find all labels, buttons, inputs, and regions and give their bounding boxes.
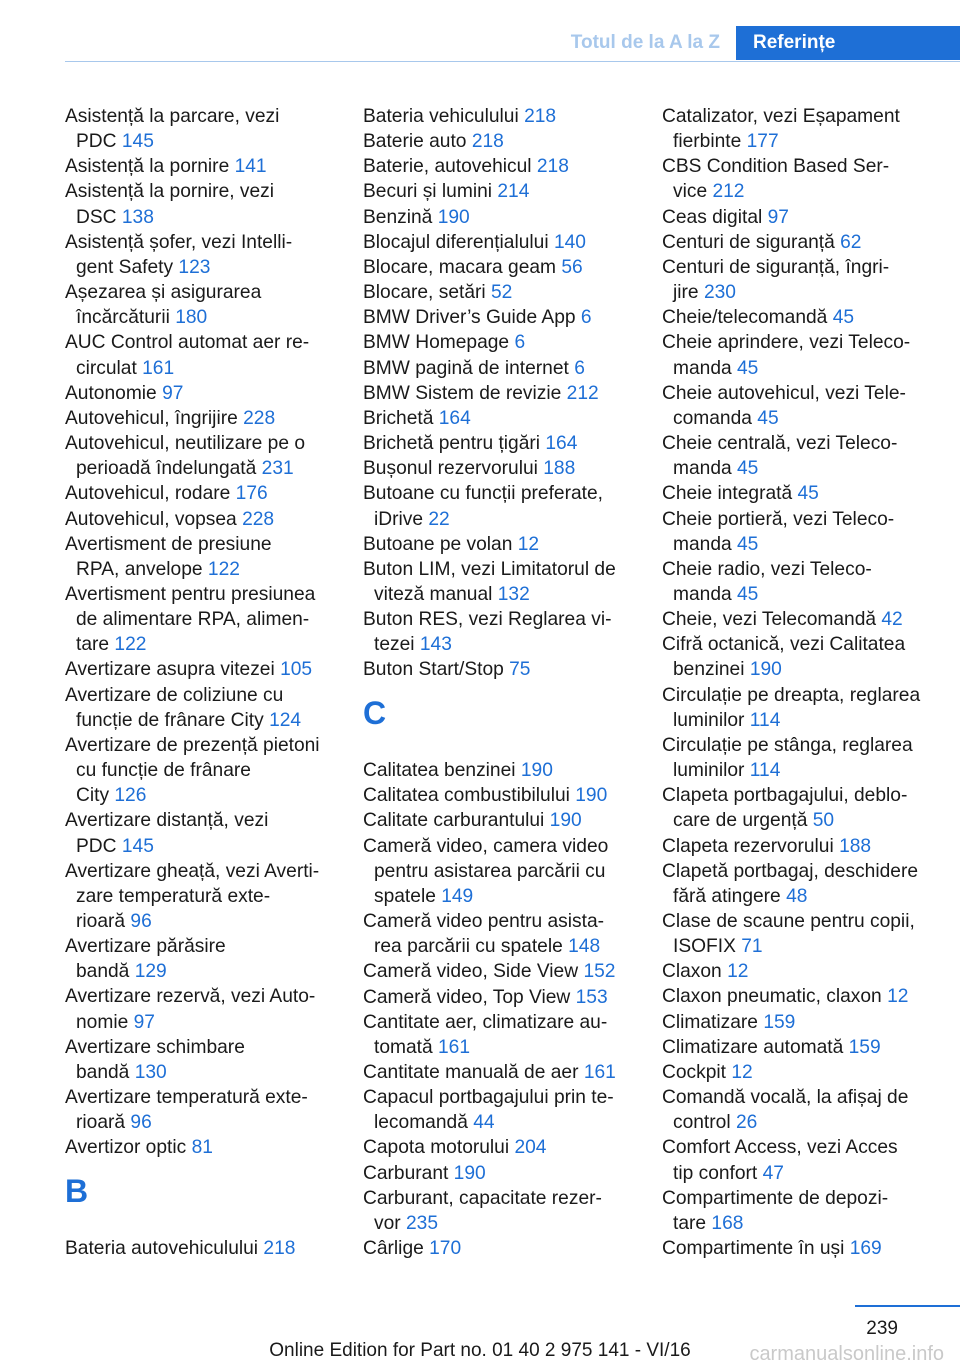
index-page-link[interactable]: 177 [746, 131, 779, 153]
index-entry [65, 934, 337, 984]
index-page-link[interactable]: 12 [727, 961, 749, 983]
index-entry [363, 607, 635, 657]
index-page-link[interactable]: 159 [763, 1011, 796, 1033]
index-entry [662, 834, 934, 859]
index-term: BMW Driver’s Guide App [363, 307, 576, 329]
index-page-link[interactable]: 152 [583, 961, 616, 983]
index-entry [363, 1085, 635, 1135]
index-entry [363, 456, 635, 481]
index-entry [363, 557, 635, 607]
index-page-link[interactable]: 6 [574, 357, 585, 379]
index-term: Avertizare schimbare bandă [65, 1036, 245, 1083]
index-entry [363, 129, 635, 154]
index-term: Autonomie [65, 382, 157, 404]
index-term: Cârlige [363, 1238, 424, 1260]
index-entry [662, 507, 934, 557]
index-page-link[interactable]: 190 [575, 785, 608, 807]
index-term: Ceas digital [662, 206, 763, 228]
header-divider [65, 61, 960, 62]
index-page-link[interactable]: 168 [711, 1212, 744, 1234]
index-term: Circulație pe dreapta, reglarea luminilor [662, 684, 921, 731]
index-page-link[interactable]: 161 [583, 1061, 616, 1083]
index-page-link[interactable]: 56 [561, 256, 583, 278]
index-entry [363, 406, 635, 431]
index-letter-heading: B [65, 1172, 89, 1209]
index-entry [65, 154, 337, 179]
index-term: Bateria vehiculului [363, 106, 519, 127]
index-entry [65, 733, 337, 808]
index-term: Avertizor optic [65, 1137, 187, 1159]
index-page-link[interactable]: 214 [497, 181, 530, 203]
index-page-link[interactable]: 129 [134, 961, 167, 983]
index-term: Carburant [363, 1162, 449, 1184]
index-term: Butoane pe volan [363, 533, 513, 555]
index-page-link[interactable]: 12 [887, 986, 909, 1008]
index-page-link[interactable]: 6 [514, 332, 526, 354]
index-page-link[interactable]: 218 [524, 106, 557, 127]
index-entry [363, 808, 635, 833]
index-page-link[interactable]: 149 [441, 885, 474, 907]
index-entry [662, 859, 934, 909]
index-page-link[interactable]: 190 [437, 206, 470, 228]
index-page-link[interactable]: 45 [757, 407, 779, 429]
index-page-link[interactable]: 124 [269, 709, 302, 731]
index-term: Avertizare rezervă, vezi Auto‐ nomie [65, 986, 316, 1033]
index-term: Baterie auto [363, 131, 467, 153]
index-entry [662, 783, 934, 833]
index-entry [65, 481, 337, 506]
index-term: AUC Control automat aer re‐ circulat [65, 332, 310, 379]
index-entry [662, 733, 934, 783]
index-page-link[interactable]: 75 [509, 659, 531, 681]
index-term: Clapeta portbagajului, deblo‐ care de urgență [662, 785, 908, 832]
index-entry [363, 1060, 635, 1085]
index-page-link[interactable]: 230 [703, 282, 736, 304]
index-page-link[interactable]: 164 [438, 407, 471, 429]
index-term: Avertizare asupra vitezei [65, 659, 275, 681]
index-term: Cameră video, Side View [363, 961, 579, 983]
index-page-link[interactable]: 218 [536, 156, 569, 178]
index-term: Cheie/telecomandă [662, 307, 828, 329]
index-term: Benzină [363, 206, 433, 228]
index-term: BMW Homepage [363, 332, 510, 354]
index-entry [65, 280, 337, 330]
index-entry [662, 481, 934, 506]
index-entry [65, 859, 337, 934]
index-term: Avertizare de coliziune cu funcție de frânare City [65, 684, 284, 731]
index-page-link[interactable]: 190 [520, 760, 553, 782]
index-page-link[interactable]: 123 [178, 256, 211, 278]
index-term: CBS Condition Based Ser‐ vice [662, 156, 890, 203]
index-term: Cheie integrată [662, 483, 793, 505]
index-entry [363, 230, 635, 255]
index-term: Cheie centrală, vezi Teleco‐ manda [662, 433, 898, 480]
index-page-link[interactable]: 190 [549, 810, 582, 832]
index-entry [65, 179, 337, 229]
index-term: Autovehicul, neutilizare pe o perioadă îndelungată [65, 433, 305, 480]
index-term: Clase de scaune pentru copii, ISOFIX [662, 911, 915, 958]
index-entry [363, 1236, 635, 1261]
index-page-link[interactable]: 212 [566, 382, 599, 404]
index-entry [662, 984, 934, 1009]
index-entry [363, 1161, 635, 1186]
index-entry [363, 758, 635, 783]
index-entry [363, 985, 635, 1010]
index-page-link[interactable]: 45 [737, 583, 759, 605]
index-page-link[interactable]: 45 [797, 483, 819, 505]
index-entry [662, 230, 934, 255]
index-entry [363, 255, 635, 280]
index-page-link[interactable]: 45 [737, 357, 759, 379]
index-term: Cheie portieră, vezi Teleco‐ manda [662, 508, 895, 555]
index-entry [662, 205, 934, 230]
index-term: Compartimente de depozi‐ tare [662, 1187, 889, 1234]
index-page-link[interactable]: 97 [767, 206, 789, 228]
watermark: carmanualsonline.info [749, 1343, 944, 1362]
index-page-link[interactable]: 45 [737, 533, 759, 555]
index-term: Circulație pe stânga, reglarea luminilor [662, 734, 913, 782]
index-page-link[interactable]: 212 [712, 181, 745, 203]
index-term: Clapeta rezervorului [662, 835, 834, 857]
index-page-link[interactable]: 143 [419, 634, 452, 656]
index-entry [363, 280, 635, 305]
index-term: Cheie, vezi Telecomandă [662, 609, 877, 631]
index-page-link[interactable]: 176 [235, 483, 268, 505]
index-term: Climatizare automată [662, 1036, 844, 1058]
footer-divider [855, 1305, 960, 1307]
index-entry [65, 431, 337, 481]
index-term: Avertizare părăsire bandă [65, 936, 226, 983]
index-entry [65, 1236, 337, 1261]
index-entry [65, 1035, 337, 1085]
index-term: Buton Start/Stop [363, 659, 504, 681]
index-term: Baterie, autovehicul [363, 156, 532, 178]
index-entry [363, 657, 635, 682]
index-term: Brichetă pentru țigări [363, 433, 541, 455]
index-term: Bateria autovehiculului [65, 1238, 259, 1260]
index-term: Avertizare gheață, vezi Averti‐ zare temperatură exte‐ rioară [65, 860, 320, 932]
index-page-link[interactable]: 218 [471, 131, 504, 153]
index-term: Claxon [662, 961, 722, 983]
index-term: Catalizator, vezi Eșapament fierbinte [662, 106, 900, 153]
index-page-link[interactable]: 71 [741, 936, 763, 958]
index-page-link[interactable]: 231 [261, 458, 294, 480]
index-term: Capacul portbagajului prin te‐ lecomandă [363, 1087, 614, 1134]
header-section-title: Totul de la A la Z [570, 32, 720, 53]
index-entry [662, 1186, 934, 1236]
index-entry [662, 607, 934, 632]
index-entry [662, 557, 934, 607]
index-term: Avertizare de prezență pietoni cu funcție de frânare City [65, 734, 320, 807]
index-term: Asistență la pornire [65, 156, 230, 178]
index-entry [363, 783, 635, 808]
index-term: Brichetă [363, 407, 434, 429]
index-page-link[interactable]: 164 [545, 433, 578, 455]
index-term: Avertisment pentru presiunea de alimentare RPA, alimen‐ tare [65, 583, 316, 656]
index-entry [363, 481, 635, 531]
index-page-link[interactable]: 145 [121, 131, 154, 153]
index-term: Calitate carburantului [363, 810, 545, 832]
index-term: Claxon pneumatic, claxon [662, 986, 882, 1008]
index-entry [662, 909, 934, 959]
index-entry [662, 1010, 934, 1035]
index-term: Cockpit [662, 1061, 726, 1083]
index-page-link[interactable]: 47 [762, 1162, 784, 1184]
index-term: Cheie aprindere, vezi Teleco‐ manda [662, 332, 911, 379]
index-entry [363, 532, 635, 557]
index-term: Cameră video, camera video pentru asistarea parcării cu spatele [363, 835, 609, 907]
index-entry [65, 1135, 337, 1160]
index-page-link[interactable]: 161 [142, 357, 175, 379]
index-term: Avertisment de presiune RPA, anvelope [65, 533, 272, 580]
index-page-link[interactable]: 161 [438, 1036, 471, 1058]
index-page-link[interactable]: 6 [580, 307, 592, 329]
index-term: Cifră octanică, vezi Calitatea benzinei [662, 634, 906, 681]
index-page-link[interactable]: 45 [832, 307, 855, 329]
index-term: Avertizare distanță, vezi PDC [65, 810, 269, 857]
index-entry [65, 104, 337, 154]
index-page-link[interactable]: 114 [749, 709, 781, 731]
index-term: Centuri de siguranță [662, 231, 835, 253]
index-term: Calitatea benzinei [363, 760, 516, 782]
index-entry [662, 381, 934, 431]
index-entry [363, 104, 635, 129]
index-entry [65, 683, 337, 733]
index-term: Autovehicul, rodare [65, 483, 231, 505]
index-term: Cameră video, Top View [363, 986, 571, 1008]
index-column-3 [662, 104, 934, 1261]
page-number: 239 [866, 1318, 898, 1339]
header-chapter-tab: Referințe [736, 26, 960, 60]
index-entry [65, 406, 337, 431]
index-entry [65, 330, 337, 380]
index-entry [662, 959, 934, 984]
index-entry [363, 205, 635, 230]
index-entry [363, 909, 635, 959]
index-entry [363, 305, 635, 330]
index-term: Bușonul rezervorului [363, 458, 538, 480]
index-term: Asistență șofer, vezi Intelli‐ gent Safety [65, 231, 293, 278]
index-term: Cameră video pentru asista‐ rea parcării cu spatele [363, 911, 605, 958]
index-entry [65, 532, 337, 582]
index-entry [363, 431, 635, 456]
index-page-link[interactable]: 228 [242, 508, 275, 530]
index-term: Asistență la pornire, vezi DSC [65, 181, 275, 228]
index-entry [65, 582, 337, 657]
index-page-link[interactable]: 126 [114, 785, 147, 807]
index-page-link[interactable]: 122 [114, 634, 147, 656]
index-term: Cantitate manuală de aer [363, 1061, 579, 1083]
index-page-link[interactable]: 188 [839, 835, 872, 857]
index-page-link[interactable]: 132 [497, 583, 530, 605]
index-column-1 [65, 104, 337, 1261]
index-page-link[interactable]: 97 [162, 382, 184, 404]
index-entry [65, 808, 337, 858]
edition-note: Online Edition for Part no. 01 40 2 975 141 - VI/16 [269, 1340, 691, 1361]
index-entry [662, 154, 934, 204]
index-entry [662, 255, 934, 305]
index-page-link[interactable]: 170 [429, 1238, 462, 1260]
index-page-link[interactable]: 180 [175, 307, 208, 329]
index-entry [662, 104, 934, 154]
index-entry [363, 330, 635, 355]
index-page-link[interactable]: 44 [473, 1112, 495, 1134]
index-entry [363, 834, 635, 909]
index-term: Autovehicul, vopsea [65, 508, 237, 530]
index-term: Compartimente în uși [662, 1238, 845, 1260]
index-page-link[interactable]: 169 [849, 1238, 882, 1260]
index-entry [363, 381, 635, 406]
index-page-link[interactable]: 153 [575, 986, 608, 1008]
index-page-link[interactable]: 235 [406, 1212, 439, 1234]
index-page-link[interactable]: 26 [735, 1112, 758, 1134]
index-term: Blocajul diferențialului [363, 231, 549, 253]
index-entry [662, 1135, 934, 1185]
index-page-link[interactable]: 114 [749, 760, 781, 782]
index-page-link[interactable]: 48 [786, 885, 808, 907]
index-entry [662, 330, 934, 380]
index-term: Buton RES, vezi Reglarea vi‐ tezei [363, 609, 612, 656]
index-page-link[interactable]: 12 [731, 1061, 753, 1083]
index-term: Capota motorului [363, 1137, 510, 1159]
index-page-link[interactable]: 12 [517, 533, 540, 555]
page-header [0, 0, 960, 62]
index-term: Centuri de siguranță, îngri‐ jire [662, 256, 890, 304]
index-page-link[interactable]: 122 [207, 558, 240, 580]
index-entry [662, 683, 934, 733]
index-term: Butoane cu funcții preferate, iDrive [363, 483, 603, 530]
index-page-link[interactable]: 130 [134, 1061, 167, 1083]
index-term: Carburant, capacitate rezer‐ vor [363, 1187, 602, 1234]
index-page-link[interactable]: 190 [749, 659, 782, 681]
index-entry [363, 154, 635, 179]
index-term: Calitatea combustibilului [363, 785, 570, 807]
index-term: Blocare, macara geam [363, 256, 557, 278]
index-page-link[interactable]: 45 [737, 458, 759, 480]
index-term: Becuri și lumini [363, 181, 493, 203]
index-page-link[interactable]: 140 [553, 231, 586, 253]
index-entry [662, 305, 934, 330]
index-term: Comandă vocală, la afișaj de control [662, 1087, 909, 1134]
index-term: Blocare, setări [363, 282, 486, 304]
index-entry [65, 381, 337, 406]
index-page-link[interactable]: 96 [130, 1112, 152, 1134]
index-page-link[interactable]: 141 [234, 156, 267, 178]
index-page-link[interactable]: 148 [568, 936, 601, 958]
index-page-link[interactable]: 96 [130, 911, 152, 932]
index-page-link[interactable]: 81 [191, 1137, 213, 1159]
index-entry [662, 1035, 934, 1060]
index-entry [65, 1085, 337, 1135]
index-page-link[interactable]: 228 [243, 407, 276, 429]
index-page-link[interactable]: 138 [121, 206, 154, 228]
index-entry [363, 1186, 635, 1236]
index-term: BMW pagină de internet [363, 357, 569, 379]
index-entry [363, 959, 635, 984]
index-page-link[interactable]: 97 [133, 1011, 155, 1033]
index-page-link[interactable]: 42 [881, 609, 903, 631]
index-term: Clapetă portbagaj, deschidere fără atingere [662, 860, 919, 907]
index-letter-heading: C [363, 694, 387, 731]
index-page-link[interactable]: 22 [428, 508, 450, 530]
index-page-link[interactable]: 105 [280, 659, 313, 681]
index-entry [65, 230, 337, 280]
index-term: Autovehicul, îngrijire [65, 407, 238, 429]
index-page-link[interactable]: 204 [514, 1137, 547, 1159]
index-entry [662, 632, 934, 682]
index-entry [363, 356, 635, 381]
index-entry [65, 984, 337, 1034]
index-entry [363, 179, 635, 204]
index-page-link[interactable]: 62 [840, 231, 862, 253]
index-entry [662, 1085, 934, 1135]
index-page-link[interactable]: 159 [848, 1036, 881, 1058]
index-term: Așezarea și asigurarea încărcăturii [65, 282, 262, 329]
index-term: Avertizare temperatură exte‐ rioară [65, 1087, 308, 1134]
index-term: Cantitate aer, climatizare au‐ tomată [363, 1011, 608, 1058]
index-term: Buton LIM, vezi Limitatorul de viteză manual [363, 558, 616, 605]
index-term: Asistență la parcare, vezi PDC [65, 106, 280, 153]
index-term: Comfort Access, vezi Acces tip confort [662, 1137, 898, 1184]
index-term: Cheie autovehicul, vezi Tele‐ comanda [662, 382, 906, 429]
index-entry [363, 1135, 635, 1160]
index-term: Cheie radio, vezi Teleco‐ manda [662, 558, 872, 605]
index-page-link[interactable]: 145 [121, 835, 154, 857]
index-term: BMW Sistem de revizie [363, 382, 562, 404]
index-term: Climatizare [662, 1011, 758, 1033]
index-entry [363, 1010, 635, 1060]
index-page-link[interactable]: 188 [543, 458, 576, 480]
index-entry [662, 1236, 934, 1261]
index-page-link[interactable]: 218 [263, 1238, 296, 1260]
index-entry [662, 1060, 934, 1085]
index-page-link[interactable]: 52 [490, 282, 513, 304]
index-entry [65, 507, 337, 532]
index-page-link[interactable]: 50 [812, 810, 835, 832]
index-entry [65, 657, 337, 682]
index-page-link[interactable]: 190 [453, 1162, 486, 1184]
index-column-2 [363, 104, 635, 1261]
index-entry [662, 431, 934, 481]
